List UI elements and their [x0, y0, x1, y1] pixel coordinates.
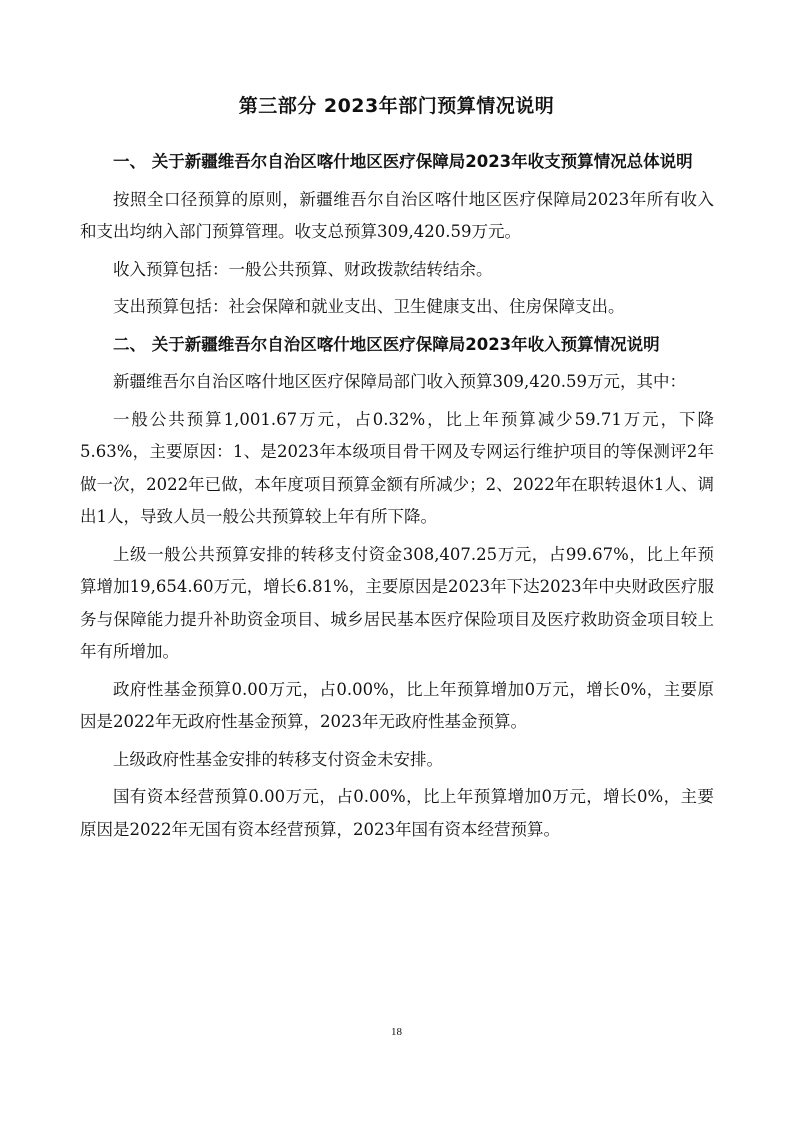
paragraph: 收入预算包括：一般公共预算、财政拨款结转结余。 [113, 259, 493, 279]
paragraph: 一般公共预算1,001.67万元，占0.32%，比上年预算减少59.71万元，下降5.63%，主要原因：1、是2023年本级项目骨干网及专网运行维护项目的等保测评2年做一次，2022年已做，本年度项目预算金额有所减少；2、2022年在职转退休1人、调出1人，导致人员一般公共预算较上年有所下降。 [80, 409, 714, 526]
document-body [80, 146, 714, 851]
section-1 [80, 146, 714, 324]
paragraph: 上级政府性基金安排的转移支付资金未安排。 [113, 749, 443, 769]
section-heading: 一、 关于新疆维吾尔自治区喀什地区医疗保障局2023年收支预算情况总体说明 [113, 152, 693, 171]
paragraph: 支出预算包括：社会保障和就业支出、卫生健康支出、住房保障支出。 [113, 297, 625, 316]
paragraph: 按照全口径预算的原则，新疆维吾尔自治区喀什地区医疗保障局2023年所有收入和支出均纳入部门预算管理。收支总预算309,420.59万元。 [80, 189, 714, 241]
paragraph: 国有资本经营预算0.00万元，占0.00%，比上年预算增加0万元，增长0%，主要原因是2022年无国有资本经营预算，2023年国有资本经营预算。 [80, 787, 714, 839]
paragraph: 上级一般公共预算安排的转移支付资金308,407.25万元，占99.67%，比上年预算增加19,654.60万元，增长6.81%，主要原因是2023年下达2023年中央财政医疗服务与保障能力提升补助资金项目、城乡居民基本医疗保险项目及医疗救助资金项目较上年有所增加。 [80, 544, 714, 661]
paragraph: 新疆维吾尔自治区喀什地区医疗保障局部门收入预算309,420.59万元，其中： [113, 372, 686, 391]
page-number: 18 [391, 1026, 402, 1038]
section-heading: 二、 关于新疆维吾尔自治区喀什地区医疗保障局2023年收入预算情况说明 [113, 334, 660, 354]
paragraph: 政府性基金预算0.00万元，占0.00%，比上年预算增加0万元，增长0%，主要原因是2022年无政府性基金预算，2023年无政府性基金预算。 [80, 679, 714, 731]
section-2 [80, 329, 714, 847]
page-title: 第三部分 2023年部门预算情况说明 [238, 95, 555, 117]
